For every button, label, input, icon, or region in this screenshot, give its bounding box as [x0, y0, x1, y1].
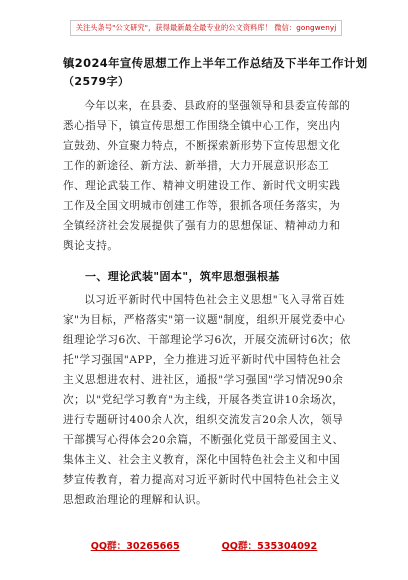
section1-paragraph: 以习近平新时代中国特色社会主义思想"飞入寻常百姓家"为目标，严格落实"第一议题"制度，组织开展党委中心组理论学习6次、干部理论学习6次，开展交流研讨6次；依托"学习强国"APP，全力推进习近平新时代中国特色社会主义思想进农村、进社区，通报"学习强国"学习情况90余次；以"党纪学习教育"为主线，开展各类宣讲10余场次，进行专题研讨400余人次，组织交流发言20余人次，领导干部撰写心得体会20余篇，不断强化党员干部爱国主义、集体主义、社会主义教育，深化中国特色社会主义和中国梦宣传教育，着力提高对习近平新时代中国特色社会主义思想政治理论的理解和认识。: [63, 294, 351, 506]
banner-text: 关注头条号"公文研究"，获得最新最全最专业的公文资料库！ 微信：gongwenyj: [75, 23, 337, 32]
section-heading-1: 一、理论武装"固本"，筑牢思想强根基: [85, 270, 280, 283]
top-banner: [70, 20, 342, 36]
word-count: （2579字）: [63, 75, 130, 88]
footer-contact: [0, 538, 408, 552]
intro-paragraph: 今年以来，在县委、县政府的坚强领导和县委宣传部的悉心指导下，镇宣传思想工作围绕全镇中心工作，突出内宣鼓劲、外宣聚力特点，不断探索新形势下宣传思想文化工作的新途径、新方法、新举措，大力开展意识形态工作、理论武装工作、精神文明建设工作、新时代文明实践工作及全国文明城市创建工作等，狠抓各项任务落实，为全镇经济社会发展提供了强有力的思想保证、精神动力和舆论支持。: [63, 100, 351, 252]
qq-group-1[interactable]: QQ群：30265665: [90, 541, 180, 552]
qq-group-2[interactable]: QQ群：535304092: [221, 541, 318, 552]
document-title: 镇2024年宣传思想工作上半年工作总结及下半年工作计划: [63, 56, 368, 70]
